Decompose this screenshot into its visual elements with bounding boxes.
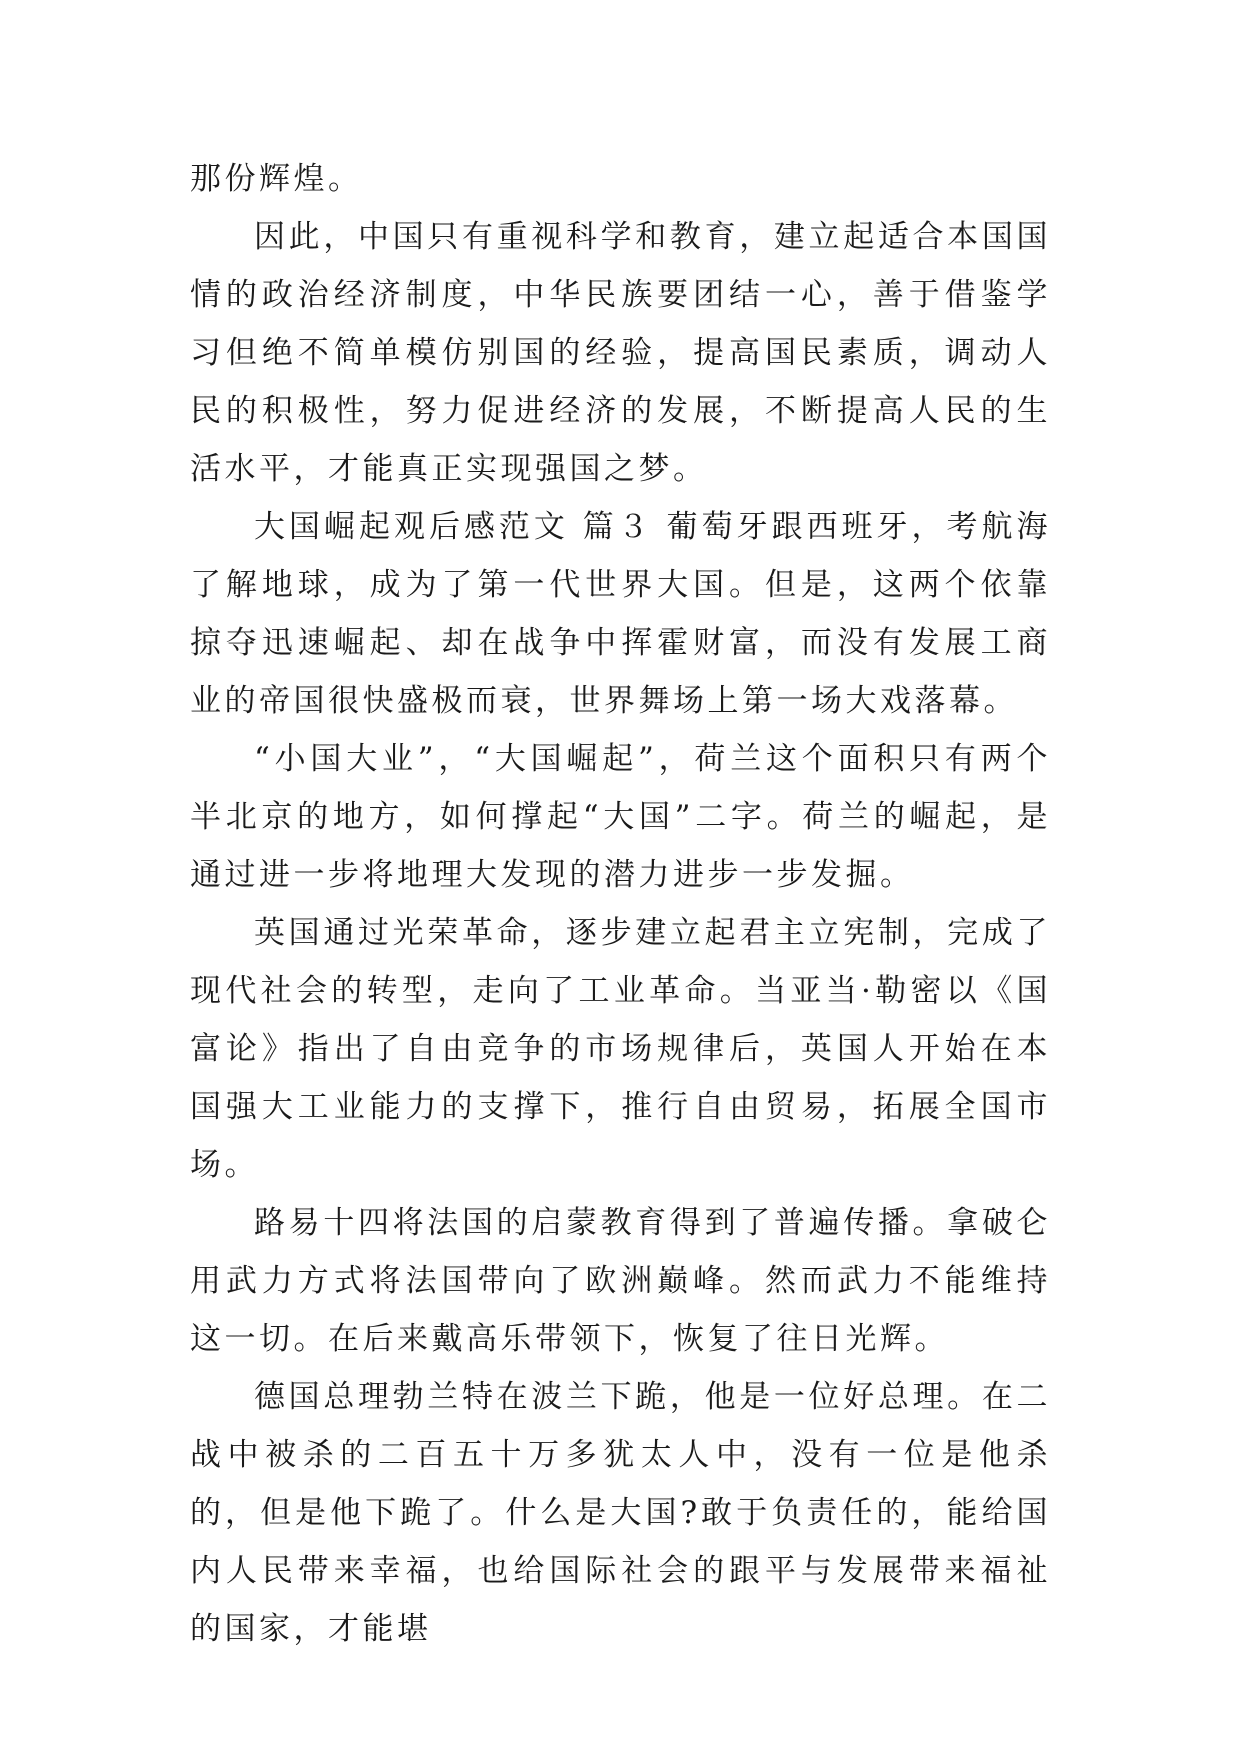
- paragraph-continuation: 那份辉煌。: [190, 161, 363, 197]
- paragraph-britain: 英国通过光荣革命，逐步建立起君主立宪制，完成了现代社会的转型，走向了工业革命。当亚当·勒密以《国富论》指出了自由竞争的市场规律后，英国人开始在本国强大工业能力的支撑下，推行自由贸易，拓展全国市场。: [190, 915, 1051, 1183]
- document-body: [190, 150, 1051, 1658]
- paragraph-conclusion: 因此，中国只有重视科学和教育，建立起适合本国国情的政治经济制度，中华民族要团结一心，善于借鉴学习但绝不简单模仿别国的经验，提高国民素质，调动人民的积极性，努力促进经济的发展，不断提高人民的生活水平，才能真正实现强国之梦。: [190, 219, 1051, 487]
- paragraph-netherlands: “小国大业”，“大国崛起”，荷兰这个面积只有两个半北京的地方，如何撑起“大国”二字。荷兰的崛起，是通过进一步将地理大发现的潜力进步一步发掘。: [190, 741, 1051, 893]
- paragraph-essay-3-portugal-spain: 大国崛起观后感范文 篇３ 葡萄牙跟西班牙，考航海了解地球，成为了第一代世界大国。但是，这两个依靠掠夺迅速崛起、却在战争中挥霍财富，而没有发展工商业的帝国很快盛极而衰，世界舞场上第一场大戏落幕。: [190, 509, 1051, 719]
- paragraph-germany: 德国总理勃兰特在波兰下跪，他是一位好总理。在二战中被杀的二百五十万多犹太人中，没有一位是他杀的，但是他下跪了。什么是大国?敢于负责任的，能给国内人民带来幸福，也给国际社会的跟平与发展带来福祉的国家，才能堪: [190, 1379, 1051, 1647]
- paragraph-france: 路易十四将法国的启蒙教育得到了普遍传播。拿破仑用武力方式将法国带向了欧洲巅峰。然而武力不能维持这一切。在后来戴高乐带领下，恢复了往日光辉。: [190, 1205, 1051, 1357]
